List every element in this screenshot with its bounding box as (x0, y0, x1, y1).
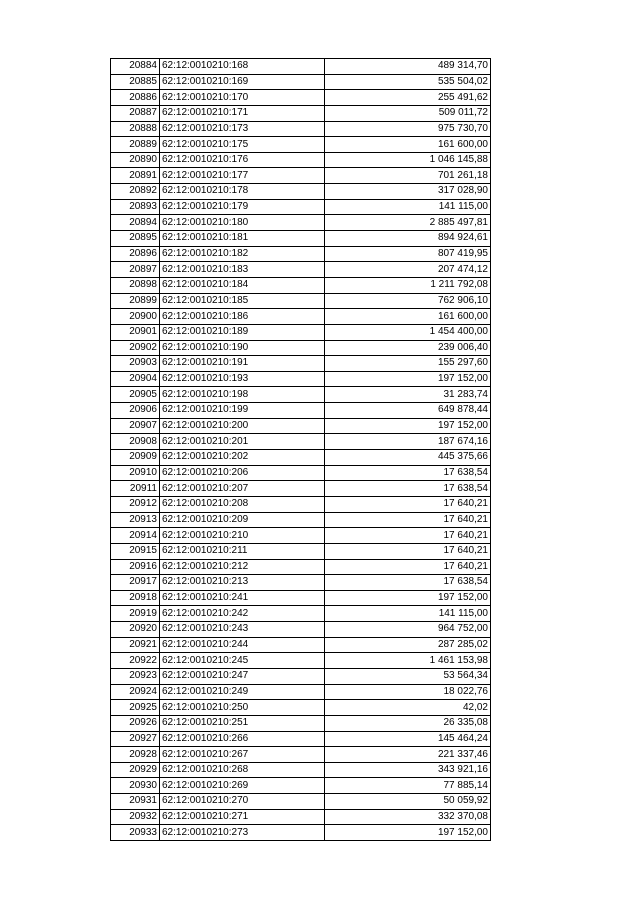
row-number-cell: 20895 (111, 231, 160, 247)
cadastral-number-cell: 62:12:0010210:191 (160, 356, 325, 372)
cadastral-number-cell: 62:12:0010210:271 (160, 809, 325, 825)
table-row (111, 559, 491, 575)
cadastral-value-cell: 197 152,00 (325, 418, 491, 434)
cadastral-value-cell: 762 906,10 (325, 293, 491, 309)
cadastral-number-cell: 62:12:0010210:186 (160, 309, 325, 325)
cadastral-value-cell: 1 046 145,88 (325, 152, 491, 168)
cadastral-number-cell: 62:12:0010210:268 (160, 762, 325, 778)
table-row (111, 340, 491, 356)
table-row (111, 653, 491, 669)
table-row (111, 184, 491, 200)
cadastral-number-cell: 62:12:0010210:193 (160, 371, 325, 387)
row-number-cell: 20915 (111, 543, 160, 559)
cadastral-value-cell: 489 314,70 (325, 59, 491, 75)
cadastral-value-cell: 145 464,24 (325, 731, 491, 747)
table-row (111, 450, 491, 466)
table-row (111, 575, 491, 591)
cadastral-value-cell: 17 638,54 (325, 481, 491, 497)
cadastral-number-cell: 62:12:0010210:249 (160, 684, 325, 700)
cadastral-number-cell: 62:12:0010210:213 (160, 575, 325, 591)
row-number-cell: 20886 (111, 90, 160, 106)
cadastral-number-cell: 62:12:0010210:212 (160, 559, 325, 575)
row-number-cell: 20904 (111, 371, 160, 387)
cadastral-value-cell: 197 152,00 (325, 590, 491, 606)
row-number-cell: 20928 (111, 747, 160, 763)
table-row (111, 277, 491, 293)
cadastral-value-cell: 649 878,44 (325, 403, 491, 419)
cadastral-value-cell: 343 921,16 (325, 762, 491, 778)
cadastral-number-cell: 62:12:0010210:247 (160, 668, 325, 684)
table-row (111, 731, 491, 747)
row-number-cell: 20909 (111, 450, 160, 466)
row-number-cell: 20897 (111, 262, 160, 278)
cadastral-value-cell: 17 638,54 (325, 465, 491, 481)
cadastral-number-cell: 62:12:0010210:170 (160, 90, 325, 106)
row-number-cell: 20927 (111, 731, 160, 747)
table-row (111, 637, 491, 653)
cadastral-value-cell: 964 752,00 (325, 622, 491, 638)
table-row (111, 324, 491, 340)
cadastral-number-cell: 62:12:0010210:189 (160, 324, 325, 340)
table-row (111, 418, 491, 434)
row-number-cell: 20923 (111, 668, 160, 684)
cadastral-number-cell: 62:12:0010210:245 (160, 653, 325, 669)
table-row (111, 762, 491, 778)
cadastral-value-cell: 17 640,21 (325, 512, 491, 528)
cadastral-value-cell: 77 885,14 (325, 778, 491, 794)
cadastral-number-cell: 62:12:0010210:181 (160, 231, 325, 247)
row-number-cell: 20891 (111, 168, 160, 184)
row-number-cell: 20910 (111, 465, 160, 481)
cadastral-number-cell: 62:12:0010210:177 (160, 168, 325, 184)
cadastral-number-cell: 62:12:0010210:182 (160, 246, 325, 262)
cadastral-value-cell: 255 491,62 (325, 90, 491, 106)
table-row (111, 403, 491, 419)
cadastral-number-cell: 62:12:0010210:198 (160, 387, 325, 403)
row-number-cell: 20924 (111, 684, 160, 700)
table-row (111, 481, 491, 497)
table-row (111, 622, 491, 638)
cadastral-number-cell: 62:12:0010210:244 (160, 637, 325, 653)
table-row (111, 121, 491, 137)
cadastral-value-cell: 155 297,60 (325, 356, 491, 372)
row-number-cell: 20907 (111, 418, 160, 434)
table-row (111, 262, 491, 278)
table-row (111, 59, 491, 75)
table-row (111, 231, 491, 247)
row-number-cell: 20896 (111, 246, 160, 262)
row-number-cell: 20908 (111, 434, 160, 450)
cadastral-value-cell: 807 419,95 (325, 246, 491, 262)
cadastral-number-cell: 62:12:0010210:267 (160, 747, 325, 763)
row-number-cell: 20890 (111, 152, 160, 168)
cadastral-value-cell: 187 674,16 (325, 434, 491, 450)
row-number-cell: 20899 (111, 293, 160, 309)
cadastral-value-cell: 317 028,90 (325, 184, 491, 200)
table-row (111, 168, 491, 184)
row-number-cell: 20917 (111, 575, 160, 591)
table-row (111, 794, 491, 810)
table-row (111, 152, 491, 168)
row-number-cell: 20931 (111, 794, 160, 810)
cadastral-value-cell: 197 152,00 (325, 371, 491, 387)
table-row (111, 668, 491, 684)
cadastral-number-cell: 62:12:0010210:208 (160, 496, 325, 512)
table-row (111, 371, 491, 387)
cadastral-number-cell: 62:12:0010210:190 (160, 340, 325, 356)
cadastral-value-cell: 221 337,46 (325, 747, 491, 763)
cadastral-number-cell: 62:12:0010210:173 (160, 121, 325, 137)
row-number-cell: 20911 (111, 481, 160, 497)
row-number-cell: 20898 (111, 277, 160, 293)
cadastral-value-cell: 1 461 153,98 (325, 653, 491, 669)
table-row (111, 356, 491, 372)
table-row (111, 74, 491, 90)
row-number-cell: 20929 (111, 762, 160, 778)
cadastral-number-cell: 62:12:0010210:180 (160, 215, 325, 231)
cadastral-value-cell: 1 454 400,00 (325, 324, 491, 340)
cadastral-value-cell: 53 564,34 (325, 668, 491, 684)
cadastral-value-cell: 17 640,21 (325, 528, 491, 544)
cadastral-value-cell: 701 261,18 (325, 168, 491, 184)
cadastral-number-cell: 62:12:0010210:171 (160, 105, 325, 121)
row-number-cell: 20901 (111, 324, 160, 340)
cadastral-value-cell: 894 924,61 (325, 231, 491, 247)
row-number-cell: 20887 (111, 105, 160, 121)
row-number-cell: 20885 (111, 74, 160, 90)
cadastral-value-cell: 17 640,21 (325, 543, 491, 559)
cadastral-value-cell: 239 006,40 (325, 340, 491, 356)
table-row (111, 700, 491, 716)
row-number-cell: 20905 (111, 387, 160, 403)
cadastral-value-cell: 197 152,00 (325, 825, 491, 841)
row-number-cell: 20930 (111, 778, 160, 794)
cadastral-value-cell: 50 059,92 (325, 794, 491, 810)
row-number-cell: 20920 (111, 622, 160, 638)
cadastral-number-cell: 62:12:0010210:270 (160, 794, 325, 810)
table-row (111, 715, 491, 731)
cadastral-number-cell: 62:12:0010210:201 (160, 434, 325, 450)
row-number-cell: 20933 (111, 825, 160, 841)
cadastral-value-cell: 141 115,00 (325, 199, 491, 215)
row-number-cell: 20906 (111, 403, 160, 419)
table-body (111, 59, 491, 841)
row-number-cell: 20914 (111, 528, 160, 544)
row-number-cell: 20919 (111, 606, 160, 622)
table-row (111, 512, 491, 528)
cadastral-number-cell: 62:12:0010210:211 (160, 543, 325, 559)
table-row (111, 434, 491, 450)
table-row (111, 465, 491, 481)
cadastral-number-cell: 62:12:0010210:175 (160, 137, 325, 153)
cadastral-number-cell: 62:12:0010210:207 (160, 481, 325, 497)
table-row (111, 684, 491, 700)
table-row (111, 387, 491, 403)
cadastral-value-cell: 509 011,72 (325, 105, 491, 121)
cadastral-value-cell: 332 370,08 (325, 809, 491, 825)
table-row (111, 747, 491, 763)
cadastral-number-cell: 62:12:0010210:206 (160, 465, 325, 481)
table-row (111, 105, 491, 121)
row-number-cell: 20921 (111, 637, 160, 653)
cadastral-number-cell: 62:12:0010210:183 (160, 262, 325, 278)
cadastral-number-cell: 62:12:0010210:179 (160, 199, 325, 215)
cadastral-number-cell: 62:12:0010210:243 (160, 622, 325, 638)
row-number-cell: 20922 (111, 653, 160, 669)
row-number-cell: 20900 (111, 309, 160, 325)
cadastral-value-cell: 445 375,66 (325, 450, 491, 466)
table-row (111, 543, 491, 559)
cadastral-number-cell: 62:12:0010210:200 (160, 418, 325, 434)
cadastral-value-cell: 1 211 792,08 (325, 277, 491, 293)
row-number-cell: 20892 (111, 184, 160, 200)
cadastral-value-table (110, 58, 491, 841)
cadastral-value-cell: 2 885 497,81 (325, 215, 491, 231)
cadastral-number-cell: 62:12:0010210:266 (160, 731, 325, 747)
row-number-cell: 20912 (111, 496, 160, 512)
cadastral-number-cell: 62:12:0010210:210 (160, 528, 325, 544)
table-row (111, 606, 491, 622)
cadastral-number-cell: 62:12:0010210:176 (160, 152, 325, 168)
cadastral-number-cell: 62:12:0010210:169 (160, 74, 325, 90)
row-number-cell: 20893 (111, 199, 160, 215)
table-row (111, 246, 491, 262)
cadastral-value-cell: 17 640,21 (325, 559, 491, 575)
cadastral-number-cell: 62:12:0010210:185 (160, 293, 325, 309)
cadastral-number-cell: 62:12:0010210:250 (160, 700, 325, 716)
cadastral-value-cell: 161 600,00 (325, 309, 491, 325)
row-number-cell: 20894 (111, 215, 160, 231)
row-number-cell: 20926 (111, 715, 160, 731)
table-row (111, 825, 491, 841)
table-row (111, 215, 491, 231)
cadastral-number-cell: 62:12:0010210:241 (160, 590, 325, 606)
cadastral-number-cell: 62:12:0010210:202 (160, 450, 325, 466)
row-number-cell: 20902 (111, 340, 160, 356)
cadastral-number-cell: 62:12:0010210:273 (160, 825, 325, 841)
row-number-cell: 20889 (111, 137, 160, 153)
cadastral-value-cell: 975 730,70 (325, 121, 491, 137)
table-row (111, 590, 491, 606)
row-number-cell: 20913 (111, 512, 160, 528)
table-row (111, 90, 491, 106)
cadastral-number-cell: 62:12:0010210:269 (160, 778, 325, 794)
table-row (111, 199, 491, 215)
table-row (111, 293, 491, 309)
cadastral-value-cell: 42,02 (325, 700, 491, 716)
cadastral-number-cell: 62:12:0010210:199 (160, 403, 325, 419)
cadastral-value-cell: 31 283,74 (325, 387, 491, 403)
row-number-cell: 20884 (111, 59, 160, 75)
cadastral-value-cell: 535 504,02 (325, 74, 491, 90)
cadastral-value-cell: 18 022,76 (325, 684, 491, 700)
cadastral-value-cell: 207 474,12 (325, 262, 491, 278)
table-row (111, 809, 491, 825)
cadastral-number-cell: 62:12:0010210:209 (160, 512, 325, 528)
cadastral-value-cell: 141 115,00 (325, 606, 491, 622)
table-row (111, 137, 491, 153)
row-number-cell: 20932 (111, 809, 160, 825)
cadastral-number-cell: 62:12:0010210:251 (160, 715, 325, 731)
row-number-cell: 20903 (111, 356, 160, 372)
table-row (111, 309, 491, 325)
cadastral-number-cell: 62:12:0010210:168 (160, 59, 325, 75)
row-number-cell: 20916 (111, 559, 160, 575)
row-number-cell: 20918 (111, 590, 160, 606)
cadastral-value-cell: 287 285,02 (325, 637, 491, 653)
table-row (111, 496, 491, 512)
cadastral-number-cell: 62:12:0010210:242 (160, 606, 325, 622)
table-row (111, 528, 491, 544)
cadastral-value-cell: 161 600,00 (325, 137, 491, 153)
row-number-cell: 20888 (111, 121, 160, 137)
cadastral-value-cell: 17 638,54 (325, 575, 491, 591)
cadastral-number-cell: 62:12:0010210:178 (160, 184, 325, 200)
cadastral-value-cell: 17 640,21 (325, 496, 491, 512)
cadastral-value-cell: 26 335,08 (325, 715, 491, 731)
row-number-cell: 20925 (111, 700, 160, 716)
cadastral-number-cell: 62:12:0010210:184 (160, 277, 325, 293)
table-row (111, 778, 491, 794)
